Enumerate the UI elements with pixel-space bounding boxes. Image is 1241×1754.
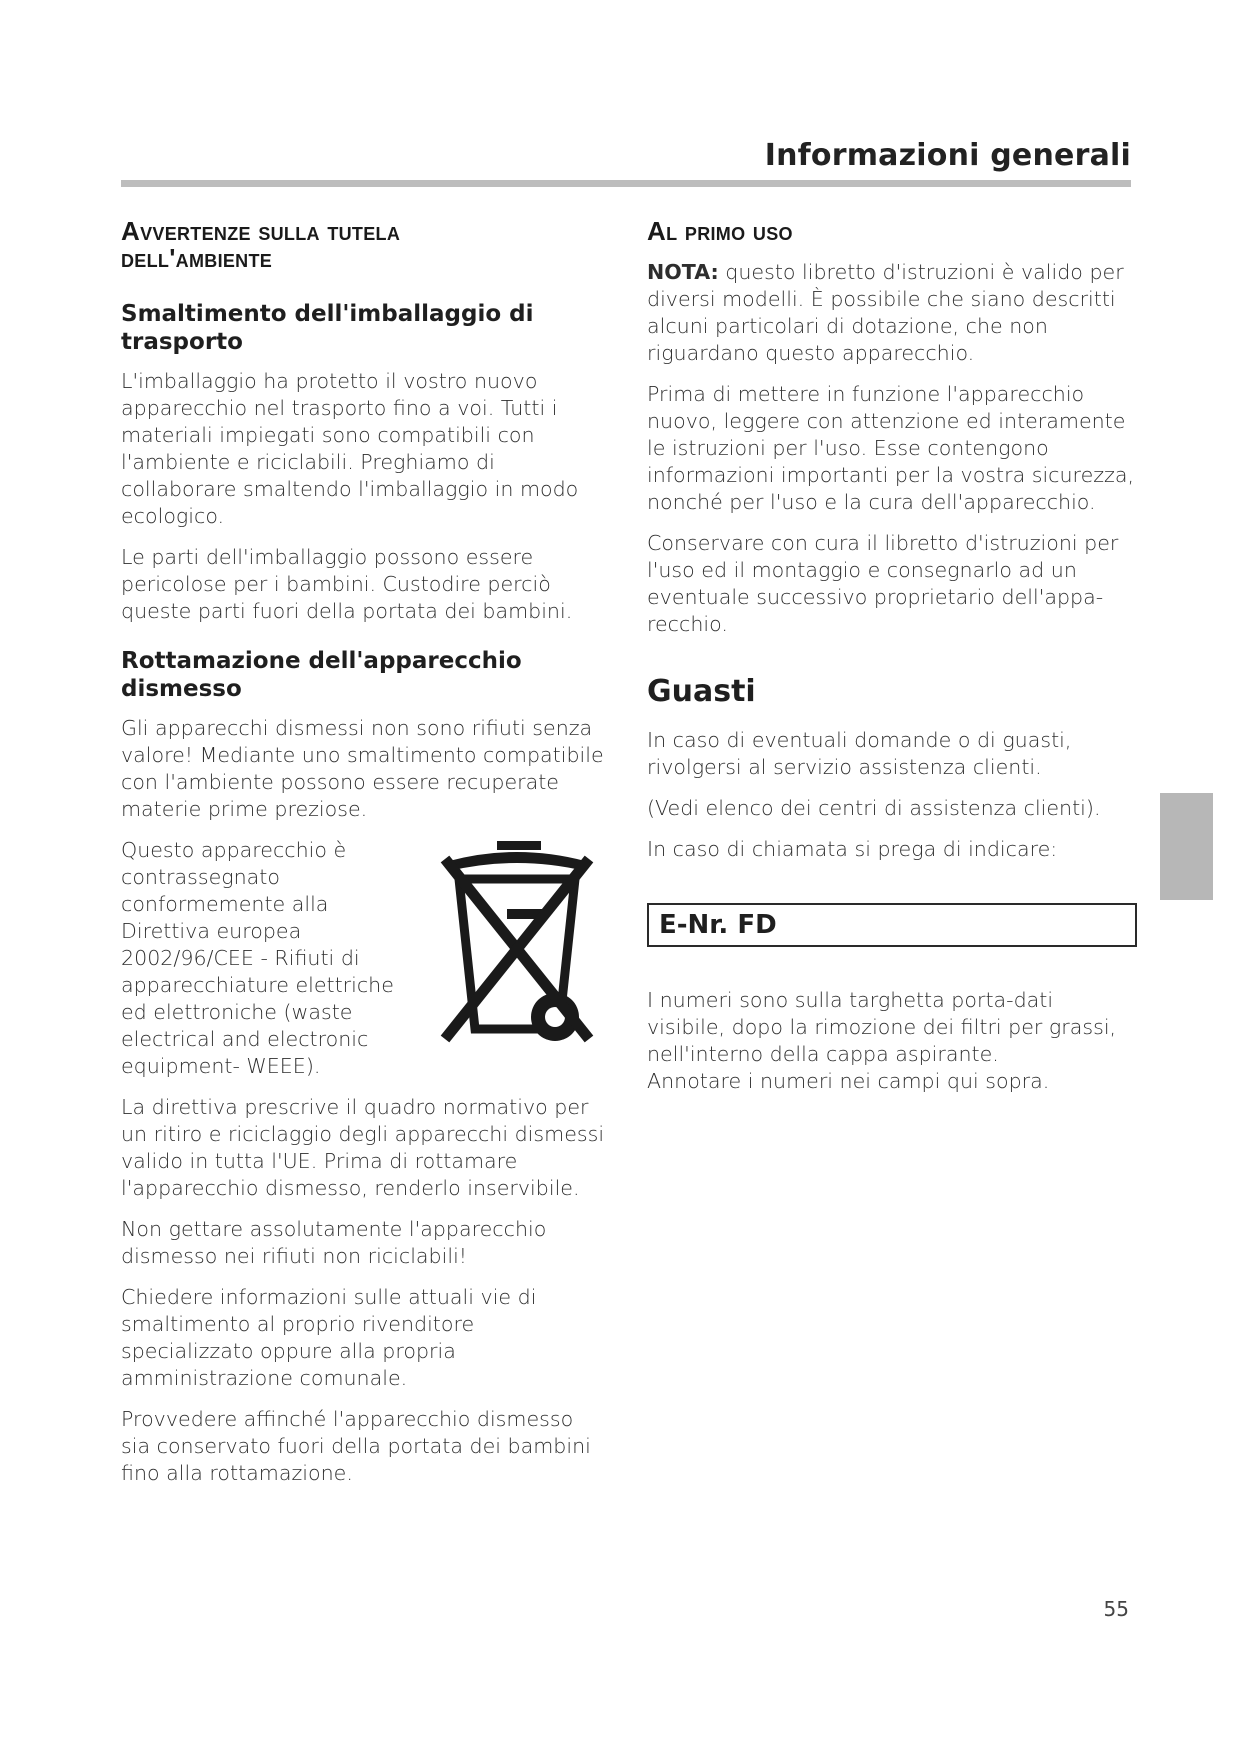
directive-framework-paragraph: La direttiva prescrive il quadro normativo per un ritiro e riciclaggio degli apparecchi dismessi valido in tutta l'UE. Prima di rottamare l'apparecchio dismesso, renderlo inservibile. xyxy=(121,1095,605,1200)
read-instructions-paragraph: Prima di mettere in funzione l'apparecchio nuovo, leggere con attenzione ed interamente le istruzioni per l'uso. Esse contengono informazioni importanti per la vostra sicurezza, nonché per l'uso e la cura dell'apparecchio. xyxy=(647,382,1135,514)
environment-section-heading xyxy=(121,218,607,272)
section-thumb-tab xyxy=(1160,793,1213,900)
appliance-disposal-subheading: Rottamazione dell'apparecchio dismesso xyxy=(121,648,522,702)
rating-plate-paragraph: I numeri sono sulla targhetta porta-dati visibile, dopo la rimozione dei filtri per grassi, nell'interno della cappa aspirante. xyxy=(647,988,1117,1066)
right-column xyxy=(647,218,1137,1109)
environment-heading-line1: Avvertenze sulla tutela xyxy=(121,216,401,246)
contact-service-paragraph: In caso di eventuali domande o di guasti, rivolgersi al servizio assistenza clienti. xyxy=(647,728,1072,779)
page-header-title: Informazioni generali xyxy=(764,138,1131,173)
packaging-children-paragraph: Le parti dell'imballaggio possono essere pericolose per i bambini. Custodire perciò queste parti fuori della portata dei bambini. xyxy=(121,545,573,623)
crossed-out-wheelie-bin-icon xyxy=(437,839,597,1049)
call-indicate-paragraph: In caso di chiamata si prega di indicare: xyxy=(647,837,1058,861)
packaging-paragraph: L'imballaggio ha protetto il vostro nuovo apparecchio nel trasporto fino a voi. Tutti i materiali impiegati sono compatibili con l'ambiente e riciclabili. Preghiamo di collaborare smaltendo l'imballaggio in modo ecologico. xyxy=(121,369,579,528)
enr-field-box xyxy=(647,903,1137,947)
weee-directive-paragraph: Questo apparecchio è contrassegnato conformemente alla Direttiva europea 2002/96/CEE - Rifiuti di apparecchiature elettriche ed elettroniche (waste electrical and electronic equipment- WEEE). xyxy=(121,838,394,1078)
page-number: 55 xyxy=(1103,1597,1129,1621)
note-numbers-paragraph: Annotare i numeri nei campi qui sopra. xyxy=(647,1069,1050,1093)
keep-booklet-paragraph: Conservare con cura il libretto d'istruzioni per l'uso ed il montaggio e consegnarlo ad un eventuale successivo proprietario dell'appa-recchio. xyxy=(647,531,1119,636)
environment-heading-line2: dell'ambiente xyxy=(121,243,273,273)
packaging-disposal-subheading: Smaltimento dell'imballaggio di trasporto xyxy=(121,301,534,355)
service-centers-paragraph: (Vedi elenco dei centri di assistenza clienti). xyxy=(647,796,1101,820)
recycling-value-paragraph: Gli apparecchi dismessi non sono rifiuti senza valore! Mediante uno smaltimento compatibile con l'ambiente possono essere recuperate materie prime preziose. xyxy=(121,716,604,821)
note-paragraph xyxy=(647,259,1137,367)
left-column xyxy=(121,218,607,1501)
note-text: questo libretto d'istruzioni è valido per diversi modelli. È possibile che siano descritti alcuni particolari di dotazione, che non riguardano questo apparecchio. xyxy=(647,260,1124,365)
non-recyclable-warning-paragraph: Non gettare assolutamente l'apparecchio dismesso nei rifiuti non riciclabili! xyxy=(121,1217,547,1268)
disposal-info-paragraph: Chiedere informazioni sulle attuali vie di smaltimento al proprio rivenditore specializzato oppure alla propria amministrazione comunale. xyxy=(121,1285,537,1390)
faults-heading: Guasti xyxy=(647,674,756,709)
header-rule xyxy=(121,180,1131,187)
first-use-heading: Al primo uso xyxy=(647,216,793,246)
weee-block xyxy=(121,837,607,1080)
children-safety-paragraph: Provvedere affinché l'apparecchio dismesso sia conservato fuori della portata dei bambini fino alla rottamazione. xyxy=(121,1407,591,1485)
enr-label: E-Nr. FD xyxy=(659,910,777,940)
note-label: NOTA: xyxy=(647,260,719,284)
